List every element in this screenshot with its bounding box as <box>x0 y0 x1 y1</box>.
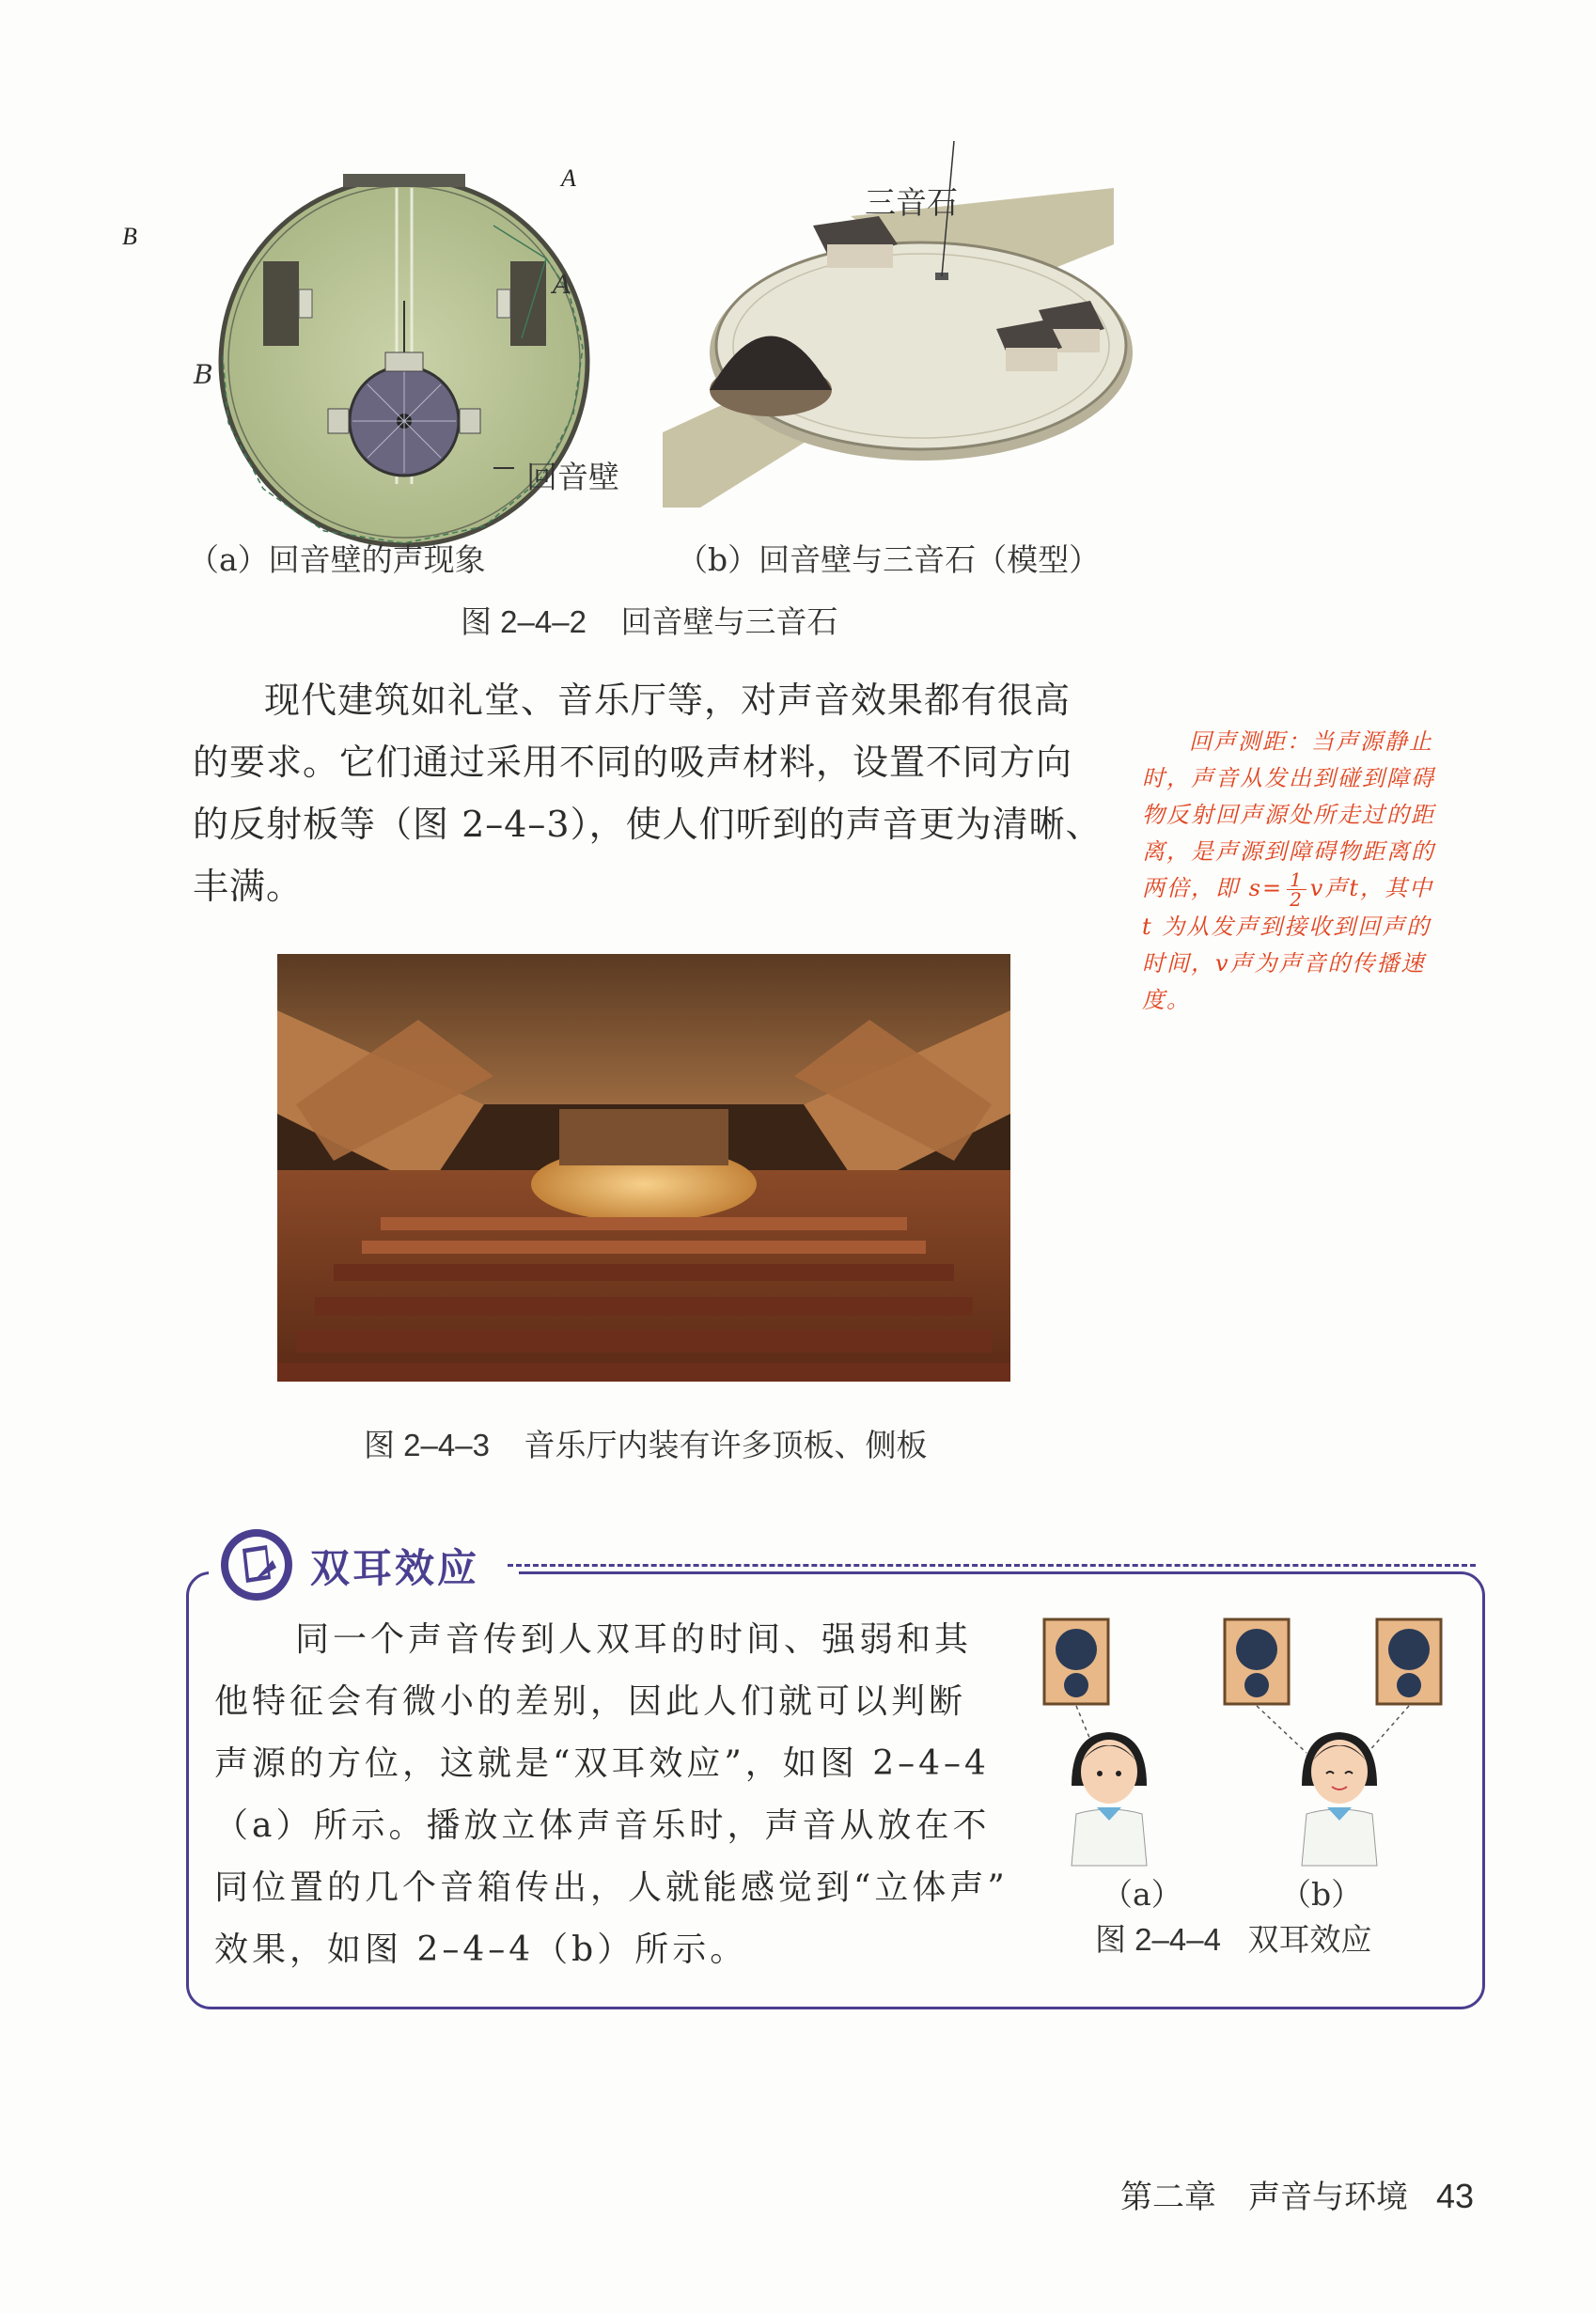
figure-2-4-2-number: 图 2–4–2 <box>461 604 587 639</box>
label-b-text: B <box>194 359 213 390</box>
paragraph-line: 的要求。它们通过采用不同的吸声材料，设置不同方向 <box>193 742 1073 783</box>
note-formula-pre: 两倍，即 s= <box>1142 875 1284 901</box>
note-formula-line <box>1142 870 1485 909</box>
paragraph-line: 丰满。 <box>193 866 304 907</box>
page-footer <box>1120 2171 1474 2217</box>
figure-2-4-3-caption <box>364 1421 927 1465</box>
note-formula-post: v声t，其中 <box>1309 875 1433 901</box>
note-line: 度。 <box>1142 987 1191 1013</box>
figure-2-4-2-title: 回音壁与三音石 <box>620 603 838 640</box>
one-half-fraction <box>1287 870 1307 909</box>
page-number: 43 <box>1435 2177 1474 2215</box>
girl-b-figure <box>1302 1732 1377 1866</box>
paragraph-line: 的反射板等（图 2–4–3），使人们听到的声音更为清晰、 <box>193 804 1103 845</box>
echo-wall-model-image <box>663 179 1114 508</box>
label-b: B <box>122 223 137 250</box>
figure-2-4-4-caption <box>1095 1915 1371 1960</box>
figure-label-b: （b） <box>1280 1876 1363 1913</box>
binaural-line: 同一个声音传到人双耳的时间、强弱和其 <box>295 1620 973 1659</box>
figure-2-4-3-title: 音乐厅内装有许多顶板、侧板 <box>524 1427 928 1463</box>
body-paragraph <box>193 669 1104 917</box>
label-a: A <box>561 164 576 192</box>
note-line: t 为从发声到接收到回声的 <box>1142 914 1432 940</box>
paragraph-line: 现代建筑如礼堂、音乐厅等，对声音效果都有很高 <box>264 680 1072 721</box>
echo-ranging-note <box>1142 724 1485 1019</box>
binaural-line: 效果，如图 2–4–4（b）所示。 <box>214 1930 748 1969</box>
fraction-denominator: 2 <box>1290 888 1304 911</box>
note-line: 回声测距：当声源静止 <box>1189 728 1433 755</box>
binaural-paragraph <box>214 1609 1023 1981</box>
speaker-icon <box>1377 1619 1441 1704</box>
caption-b: （b）回音壁与三音石（模型） <box>677 541 1101 578</box>
speaker-icon <box>1044 1619 1108 1704</box>
book-icon <box>214 1523 299 1607</box>
binaural-line: 他特征会有微小的差别，因此人们就可以判断 <box>214 1682 967 1721</box>
note-line: 物反射回声源处所走过的距 <box>1142 802 1435 828</box>
binaural-line: 同位置的几个音箱传出，人就能感觉到“立体声” <box>214 1868 1009 1907</box>
note-line: 时，声音从发出到碰到障碍 <box>1142 765 1435 791</box>
binaural-line: 声源的方位，这就是“双耳效应”，如图 2–4–4 <box>214 1744 990 1783</box>
binaural-effect-illustration <box>1039 1612 1452 1894</box>
figure-2-4-2-caption <box>461 598 837 642</box>
echo-wall-label: 回音壁 <box>526 459 619 495</box>
binaural-section-title: 双耳效应 <box>310 1545 480 1591</box>
three-tone-stone-label: 三音石 <box>865 184 958 221</box>
note-line: 离，是声源到障碍物距离的 <box>1142 838 1435 865</box>
concert-hall-photo <box>277 954 1010 1382</box>
figure-label-a: （a） <box>1102 1876 1182 1913</box>
fraction-numerator: 1 <box>1287 870 1307 890</box>
label-a-text: A <box>553 269 572 300</box>
figure-2-4-4-number: 图 2–4–4 <box>1095 1922 1221 1957</box>
binaural-line: （a）所示。播放立体声音乐时，声音从放在不 <box>214 1806 991 1845</box>
speaker-icon <box>1225 1619 1289 1704</box>
title-dashed-rule <box>508 1564 1476 1567</box>
note-line: 时间，v声为声音的传播速 <box>1142 950 1426 977</box>
caption-a: （a）回音壁的声现象 <box>188 541 486 578</box>
figure-2-4-3-number: 图 2–4–3 <box>364 1428 490 1462</box>
chapter-title: 第二章 声音与环境 <box>1119 2179 1408 2216</box>
girl-a-figure <box>1072 1732 1147 1866</box>
figure-2-4-4-title: 双耳效应 <box>1247 1921 1372 1958</box>
